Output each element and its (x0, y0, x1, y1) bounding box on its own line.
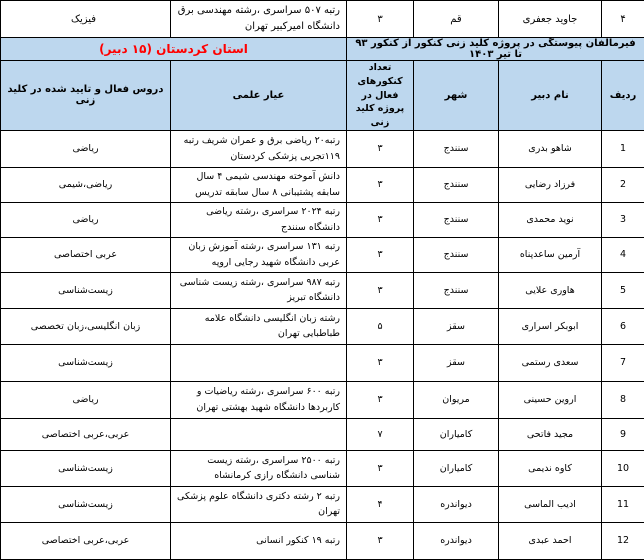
row-index: 10 (602, 450, 644, 486)
teacher-name: شاهو بدری (499, 130, 602, 167)
table-row (1, 237, 644, 272)
criterion-cell: رتبه ۶۰۰ سراسری ،رشته ریاضیات و کاربردها دانشگاه شهید بهشتی تهران (171, 381, 347, 418)
table-row (1, 344, 644, 381)
header-criterion: عیار علمی (171, 61, 347, 131)
header-courses: دروس فعال و تایید شده در کلید زنی (1, 61, 171, 131)
row-index: 9 (602, 418, 644, 450)
active-count-cell: ۳ (347, 344, 414, 381)
criterion-cell: رتبه ۵۰۷ سراسری ،رشته مهندسی برق دانشگاه امیرکبیر تهران (171, 1, 347, 38)
courses-cell: ریاضی (1, 130, 171, 167)
city-cell: سقز (414, 344, 499, 381)
row-index: 4 (602, 237, 644, 272)
courses-cell: ریاضی،شیمی (1, 167, 171, 202)
teacher-name: کاوه ندیمی (499, 450, 602, 486)
teacher-name: اروین حسینی (499, 381, 602, 418)
teacher-name: ابوبکر اسراری (499, 308, 602, 344)
city-cell: مریوان (414, 381, 499, 418)
active-count-cell: ۳ (347, 381, 414, 418)
table-body (1, 130, 644, 559)
table-row (1, 130, 644, 167)
criterion-cell (171, 418, 347, 450)
active-count-cell: ۳ (347, 202, 414, 237)
row-index: 8 (602, 381, 644, 418)
active-count-cell: ۳ (347, 522, 414, 559)
teacher-name: آرمین ساعدپناه (499, 237, 602, 272)
table-row (1, 272, 644, 308)
row-index: ۴ (602, 1, 644, 38)
courses-cell: زیست‌شناسی (1, 344, 171, 381)
city-cell: سقز (414, 308, 499, 344)
active-count-cell: ۵ (347, 308, 414, 344)
table-row (1, 167, 644, 202)
row-index: 2 (602, 167, 644, 202)
city-cell: سنندج (414, 167, 499, 202)
table-row (1, 308, 644, 344)
city-cell: کامیاران (414, 418, 499, 450)
table-row (1, 522, 644, 559)
criterion-cell: رتبه ۲ رشته دکتری دانشگاه علوم پزشکی تهران (171, 486, 347, 522)
active-count-cell: ۳ (347, 450, 414, 486)
criterion-cell: رشته زبان انگلیسی دانشگاه علامه طباطبایی تهران (171, 308, 347, 344)
table-row (1, 486, 644, 522)
city-cell: سنندج (414, 272, 499, 308)
courses-cell: ریاضی (1, 381, 171, 418)
active-count-cell: ۴ (347, 486, 414, 522)
table-row (1, 418, 644, 450)
teacher-name: ادیب الماسی (499, 486, 602, 522)
criterion-cell: رتبه ۹۸۷ سراسری ،رشته زیست شناسی دانشگاه تبریز (171, 272, 347, 308)
table-row (1, 1, 644, 38)
active-count-cell: ۳ (347, 1, 414, 38)
row-index: 5 (602, 272, 644, 308)
table-row (1, 381, 644, 418)
courses-cell: عربی اختصاصی (1, 237, 171, 272)
city-cell: سنندج (414, 202, 499, 237)
active-count-cell: ۷ (347, 418, 414, 450)
teacher-name: مجید فاتحی (499, 418, 602, 450)
header-row (1, 61, 644, 131)
teacher-name: جاوید جعفری (499, 1, 602, 38)
courses-cell: زیست‌شناسی (1, 486, 171, 522)
courses-cell: فیزیک (1, 1, 171, 38)
city-cell: قم (414, 1, 499, 38)
table-row (1, 450, 644, 486)
courses-cell: ریاضی (1, 202, 171, 237)
row-index: 7 (602, 344, 644, 381)
city-cell: کامیاران (414, 450, 499, 486)
active-count-cell: ۳ (347, 167, 414, 202)
row-index: 1 (602, 130, 644, 167)
criterion-cell (171, 344, 347, 381)
teacher-name: هاوری علایی (499, 272, 602, 308)
active-count-cell: ۳ (347, 272, 414, 308)
province-title: استان کردستان (۱۵ دبیر) (1, 38, 347, 61)
teacher-name: فرزاد رضایی (499, 167, 602, 202)
city-cell: دیواندره (414, 522, 499, 559)
criterion-cell: رتبه ۱۹ کنکور انسانی (171, 522, 347, 559)
city-cell: سنندج (414, 130, 499, 167)
courses-cell: زیست‌شناسی (1, 450, 171, 486)
row-index: 6 (602, 308, 644, 344)
courses-cell: زبان انگلیسی،زبان تخصصی (1, 308, 171, 344)
row-index: 11 (602, 486, 644, 522)
header-teacher-name: نام دبیر (499, 61, 602, 131)
row-index: 12 (602, 522, 644, 559)
criterion-cell: رتبه۲۰ ریاضی برق و عمران شریف رتبه ۱۱۹تجربی پزشکی کردستان (171, 130, 347, 167)
header-active-count: تعداد کنکورهای فعال در پروژه کلید زنی (347, 61, 414, 131)
teacher-name: سعدی رستمی (499, 344, 602, 381)
criterion-cell: رتبه ۲۰۲۴ سراسری ،رشته ریاضی دانشگاه سنندج (171, 202, 347, 237)
active-count-cell: ۳ (347, 130, 414, 167)
courses-cell: عربی،عربی اختصاصی (1, 522, 171, 559)
courses-cell: عربی،عربی اختصاصی (1, 418, 171, 450)
teacher-name: احمد عبدی (499, 522, 602, 559)
table-row (1, 202, 644, 237)
criterion-cell: دانش آموخته مهندسی شیمی ۴ سال سابقه پشتیبانی ۸ سال سابقه تدریس (171, 167, 347, 202)
criterion-cell: رتبه ۱۳۱ سراسری ،رشته آموزش زبان عربی دانشگاه شهید رجایی اروپه (171, 237, 347, 272)
province-banner (1, 38, 644, 61)
criterion-cell: رتبه ۲۵۰۰ سراسری ،رشته زیست شناسی دانشگاه رازی کرمانشاه (171, 450, 347, 486)
city-cell: سنندج (414, 237, 499, 272)
active-count-cell: ۳ (347, 237, 414, 272)
row-index: 3 (602, 202, 644, 237)
header-index: ردیف (602, 61, 644, 131)
header-city: شهر (414, 61, 499, 131)
city-cell: دیواندره (414, 486, 499, 522)
courses-cell: زیست‌شناسی (1, 272, 171, 308)
teacher-name: نوید محمدی (499, 202, 602, 237)
banner-title: فیرمالفان پیوستگی در پروژه کلید زنی کنکور از کنکور ۹۳ تا تیر ۱۴۰۳ (347, 38, 644, 61)
